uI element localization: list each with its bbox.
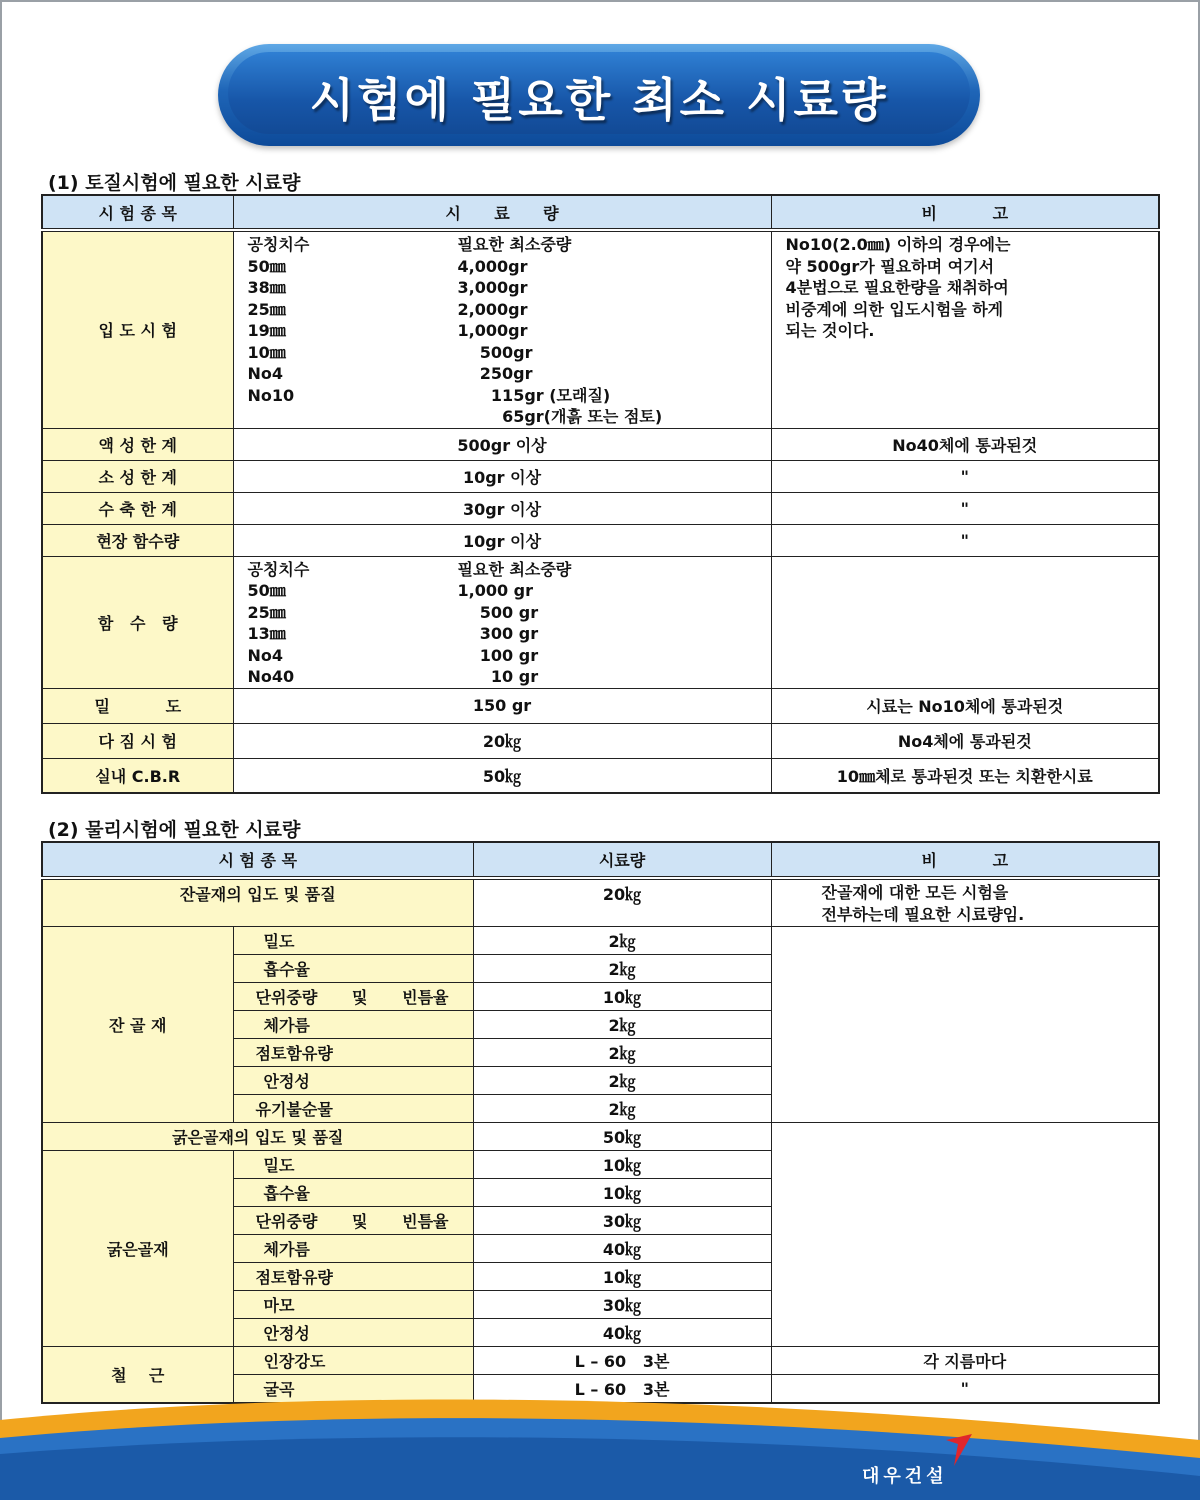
header-test-item: 시 험 종 목 <box>42 842 473 878</box>
table-row: 다 짐 시 험 20㎏ No4체에 통과된것 <box>42 723 1159 758</box>
table-row: 단위중량 및 빈틈율 30㎏ <box>42 1207 1159 1235</box>
table-row: 흡수율 10㎏ <box>42 1179 1159 1207</box>
aggregate-test-table <box>41 841 1160 1404</box>
fine-grading-note: 잔골재에 대한 모든 시험을 전부하는데 필요한 시료량임. <box>771 878 1159 927</box>
table-row: 체가름 2㎏ <box>42 1011 1159 1039</box>
table-header-row <box>42 842 1159 878</box>
table-row: 잔골재의 입도 및 품질 20㎏ 잔골재에 대한 모든 시험을 전부하는데 필요한 시료량임. <box>42 878 1159 927</box>
table-row: 철 근 인장강도 L – 60 3본 각 지름마다 <box>42 1347 1159 1375</box>
table-row: 굴곡 L – 60 3본 " <box>42 1375 1159 1403</box>
table-header-row <box>42 195 1159 230</box>
table-row: 점토함유량 2㎏ <box>42 1039 1159 1067</box>
table-row: 액 성 한 계 500gr 이상 No40체에 통과된것 <box>42 428 1159 460</box>
table-row: 유기불순물 2㎏ <box>42 1095 1159 1123</box>
soil-test-table <box>41 194 1160 794</box>
row-name: 입 도 시 험 <box>42 230 233 428</box>
table-row: 마모 30㎏ <box>42 1291 1159 1319</box>
header-remarks: 비 고 <box>771 842 1159 878</box>
table-row: 안정성 40㎏ <box>42 1319 1159 1347</box>
table-row: 소 성 한 계 10gr 이상 " <box>42 460 1159 492</box>
table-row: 점토함유량 10㎏ <box>42 1263 1159 1291</box>
table-row: 실내 C.B.R 50㎏ 10㎜체로 통과된것 또는 치환한시료 <box>42 758 1159 793</box>
header-sample-amount: 시 료 량 <box>233 195 771 230</box>
table-row: 밀 도 150 gr 시료는 No10체에 통과된것 <box>42 688 1159 723</box>
table-row <box>42 230 1159 428</box>
section-2-title: (2) 물리시험에 필요한 시료량 <box>48 819 301 841</box>
daewoo-logo-icon <box>940 1430 976 1470</box>
table-row: 체가름 40㎏ <box>42 1235 1159 1263</box>
moisture-amounts: 공칭치수 필요한 최소중량 50㎜ 1,000 gr 25㎜ 500 gr 13㎜ 300 gr No4 100 gr No40 10 gr <box>233 556 771 688</box>
footer-wave <box>0 1380 1200 1500</box>
header-sample-amount: 시료량 <box>473 842 771 878</box>
table-row: 함 수 량 공칭치수 필요한 최소중량 50㎜ 1,000 gr 25㎜ 500 gr 13㎜ 300 gr No4 100 gr No40 10 gr <box>42 556 1159 688</box>
table-row: 안정성 2㎏ <box>42 1067 1159 1095</box>
section-1-title: (1) 토질시험에 필요한 시료량 <box>48 172 301 194</box>
table-row: 단위중량 및 빈틈율 10㎏ <box>42 983 1159 1011</box>
table-row: 굵은골재의 입도 및 품질 50㎏ <box>42 1123 1159 1151</box>
table-row: 흡수율 2㎏ <box>42 955 1159 983</box>
table-row: 굵은골재 밀도 10㎏ <box>42 1151 1159 1179</box>
header-remarks: 비 고 <box>771 195 1159 230</box>
table-row: 잔 골 재 밀도 2㎏ <box>42 927 1159 955</box>
table-row: 수 축 한 계 30gr 이상 " <box>42 492 1159 524</box>
header-test-item: 시 험 종 목 <box>42 195 233 230</box>
gradation-note: No10(2.0㎜) 이하의 경우에는 약 500gr가 필요하며 여기서 4분법으로 필요한량을 채취하여 비중계에 의한 입도시험을 하게 되는 것이다. <box>771 230 1159 428</box>
title-banner <box>218 44 980 146</box>
page-title: 시험에 필요한 최소 시료량 <box>309 73 889 127</box>
gradation-amounts: 공칭치수 필요한 최소중량 50㎜ 4,000gr 38㎜ 3,000gr 25㎜ 2,000gr 19㎜ 1,000gr 10㎜ 500gr No4 250gr No10 115gr (모래질) 65gr(개흙 또는 점토) <box>233 230 771 428</box>
table-row: 현장 함수량 10gr 이상 " <box>42 524 1159 556</box>
brand-name: 대우건설 <box>862 1466 948 1487</box>
